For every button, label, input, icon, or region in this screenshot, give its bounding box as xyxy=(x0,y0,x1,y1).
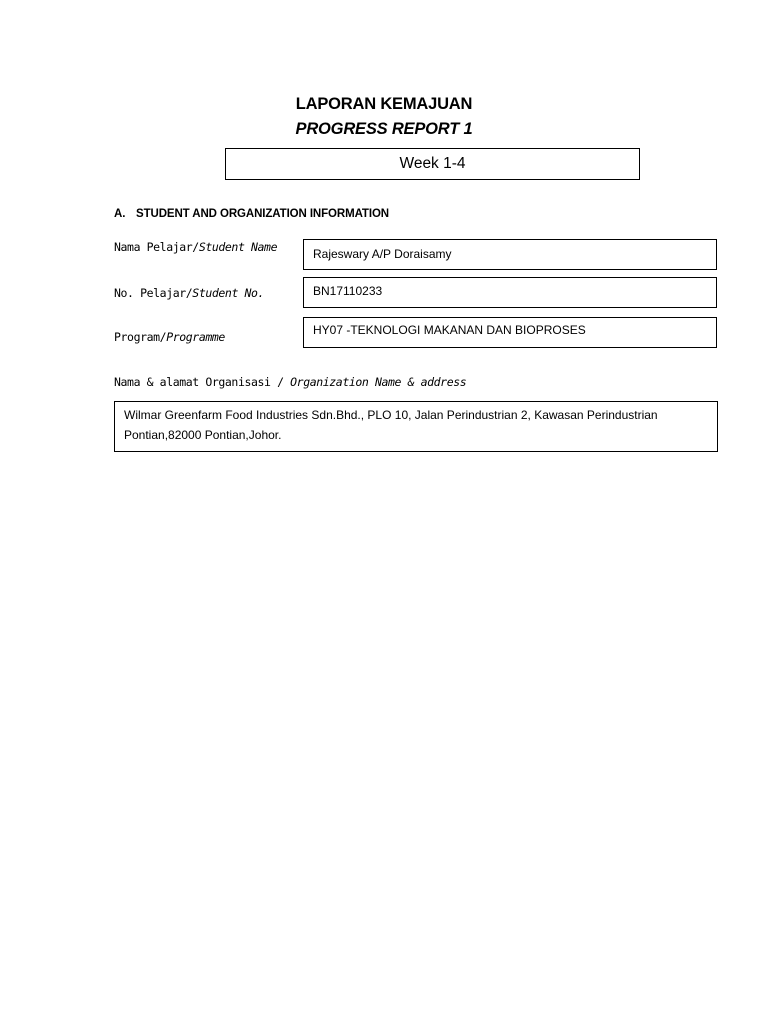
student-name-label-en: Student Name xyxy=(198,240,278,254)
student-no-label-en: Student No. xyxy=(192,286,265,300)
section-number: A. xyxy=(114,208,126,220)
page-subtitle: PROGRESS REPORT 1 xyxy=(295,120,473,138)
programme-label-ms: Program/ xyxy=(114,330,167,344)
week-box: Week 1-4 xyxy=(225,148,640,180)
programme-label-en: Programme xyxy=(166,330,225,344)
organization-label-en: Organization Name & address xyxy=(290,375,467,389)
page-title: LAPORAN KEMAJUAN xyxy=(295,95,473,113)
organization-label-ms: Nama & alamat Organisasi / xyxy=(114,375,291,389)
organization-address-field xyxy=(114,401,718,452)
organization-address-line-2: Pontian,82000 Pontian,Johor. xyxy=(124,428,282,442)
student-name-field: Rajeswary A/P Doraisamy xyxy=(303,239,717,270)
organization-address-line-1: Wilmar Greenfarm Food Industries Sdn.Bhd., PLO 10, Jalan Perindustrian 2, Kawasan Perindustrian xyxy=(124,408,658,422)
student-no-field: BN17110233 xyxy=(303,277,717,308)
student-no-label xyxy=(114,286,264,300)
section-heading xyxy=(114,208,389,220)
section-title: STUDENT AND ORGANIZATION INFORMATION xyxy=(136,208,389,220)
student-no-label-ms: No. Pelajar/ xyxy=(114,286,193,300)
organization-label xyxy=(114,375,466,389)
programme-field: HY07 -TEKNOLOGI MAKANAN DAN BIOPROSES xyxy=(303,317,717,348)
programme-label xyxy=(114,330,225,344)
student-name-label-ms: Nama Pelajar/ xyxy=(114,240,199,254)
student-name-label xyxy=(114,240,277,254)
